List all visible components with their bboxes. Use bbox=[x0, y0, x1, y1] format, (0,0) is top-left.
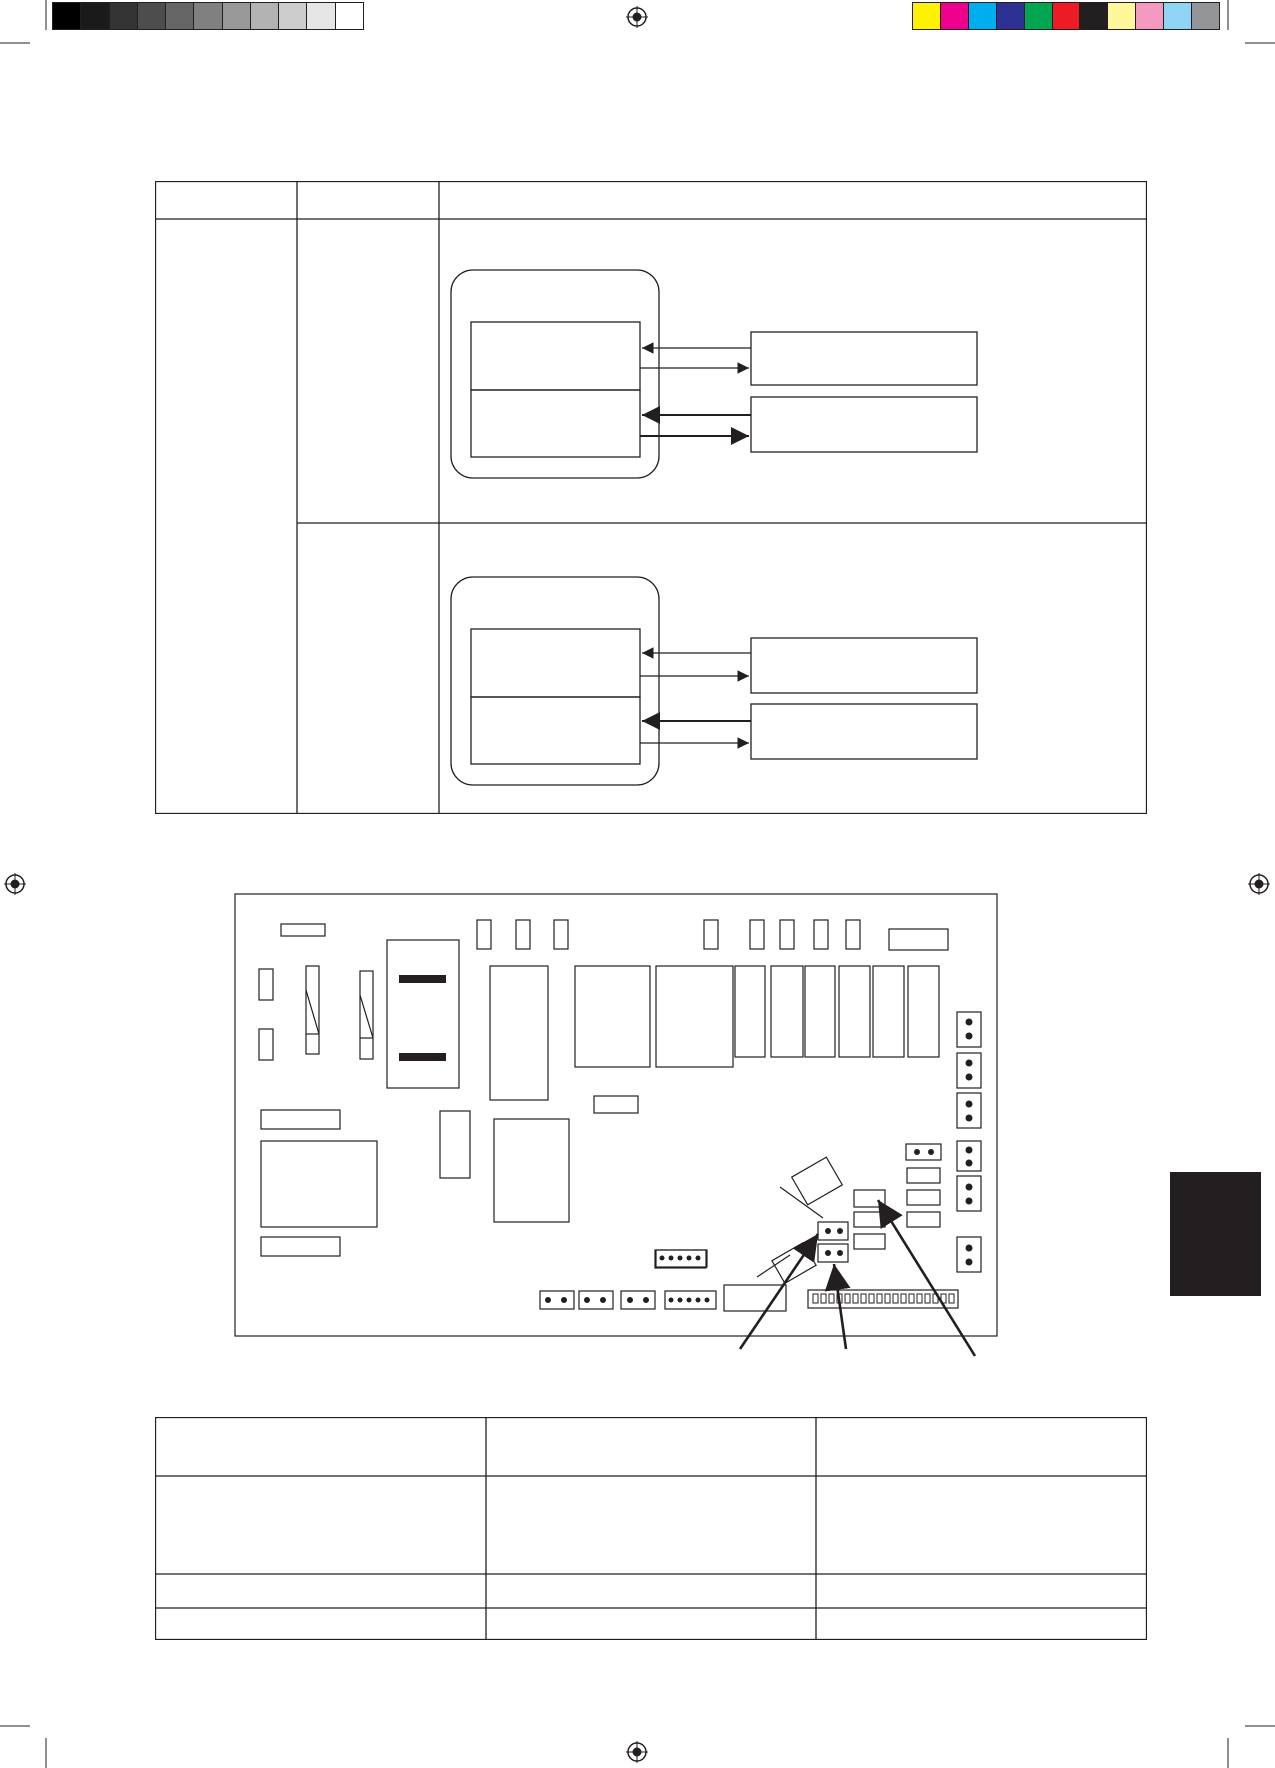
color-swatch bbox=[109, 3, 137, 29]
table-header-cell bbox=[155, 1417, 486, 1476]
table-cell bbox=[486, 1574, 816, 1608]
registration-mark-icon bbox=[4, 873, 26, 895]
color-swatch bbox=[80, 3, 108, 29]
wiring-table bbox=[155, 181, 1147, 814]
table-cell bbox=[155, 1608, 486, 1640]
table-cell bbox=[816, 1608, 1147, 1640]
color-swatch bbox=[306, 3, 334, 29]
registration-mark-icon bbox=[626, 1741, 648, 1763]
color-swatch bbox=[278, 3, 306, 29]
process-color-bar bbox=[912, 2, 1220, 30]
grayscale-color-bar bbox=[52, 2, 364, 30]
color-swatch bbox=[1024, 3, 1052, 29]
color-swatch bbox=[940, 3, 968, 29]
color-swatch bbox=[968, 3, 996, 29]
pcb-outline bbox=[235, 894, 997, 1336]
color-swatch bbox=[1163, 3, 1191, 29]
settings-table bbox=[155, 1417, 1147, 1640]
color-swatch bbox=[1191, 3, 1219, 29]
color-swatch bbox=[1135, 3, 1163, 29]
table-cell bbox=[816, 1574, 1147, 1608]
color-swatch bbox=[335, 3, 363, 29]
color-swatch bbox=[1107, 3, 1135, 29]
table-header-cell bbox=[486, 1417, 816, 1476]
color-swatch bbox=[913, 3, 940, 29]
registration-mark-icon bbox=[626, 6, 648, 28]
sub-label bbox=[297, 219, 439, 523]
registration-mark-icon bbox=[1248, 873, 1270, 895]
section-tab bbox=[1170, 1172, 1261, 1296]
table-cell bbox=[486, 1476, 816, 1574]
table-cell bbox=[486, 1608, 816, 1640]
table-cell bbox=[816, 1476, 1147, 1574]
table-header-cell bbox=[439, 181, 1147, 219]
table-header-cell bbox=[155, 181, 297, 219]
color-swatch bbox=[53, 3, 80, 29]
row-label bbox=[155, 219, 297, 814]
table-cell bbox=[155, 1574, 486, 1608]
color-swatch bbox=[1052, 3, 1080, 29]
color-swatch bbox=[222, 3, 250, 29]
color-swatch bbox=[193, 3, 221, 29]
table-cell bbox=[155, 1476, 486, 1574]
color-swatch bbox=[1079, 3, 1107, 29]
color-swatch bbox=[996, 3, 1024, 29]
table-header-cell bbox=[297, 181, 439, 219]
color-swatch bbox=[250, 3, 278, 29]
table-header-cell bbox=[816, 1417, 1147, 1476]
color-swatch bbox=[165, 3, 193, 29]
color-swatch bbox=[137, 3, 165, 29]
sub-label bbox=[297, 523, 439, 814]
